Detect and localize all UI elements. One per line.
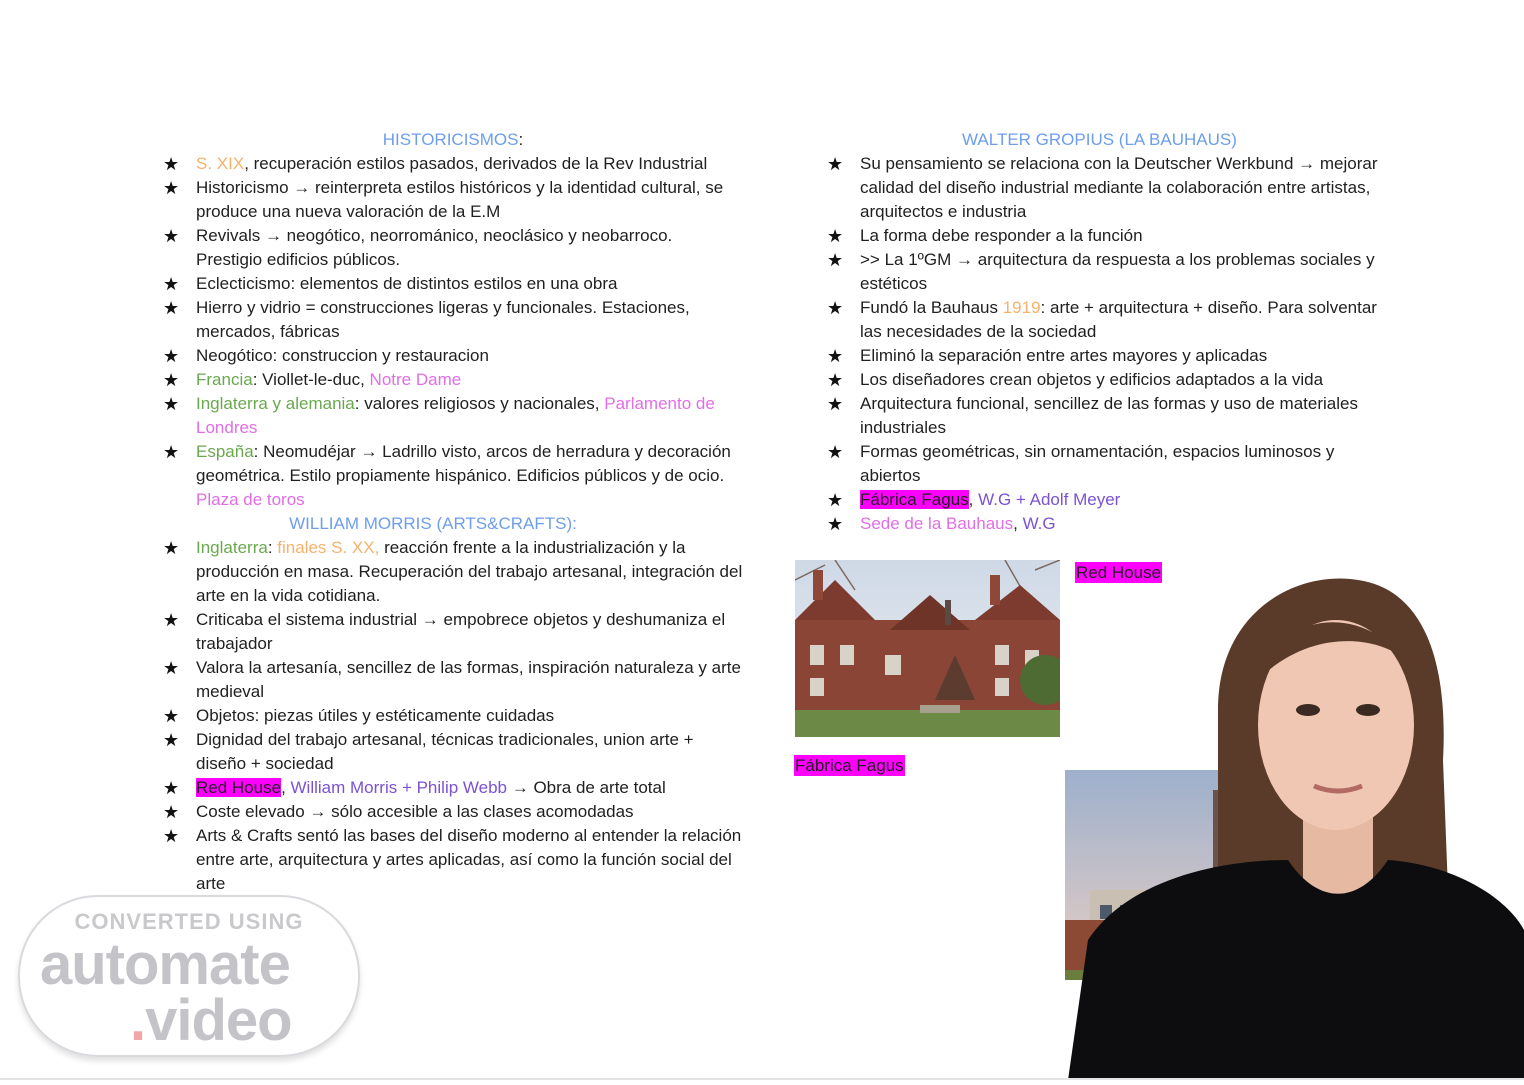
star-bullet-icon: ★ xyxy=(827,394,844,414)
item-text: >> La 1ºGM → arquitectura da respuesta a los problemas sociales y estéticos xyxy=(860,250,1375,293)
arts-crafts-item xyxy=(163,656,743,704)
automate-video-watermark xyxy=(18,895,360,1057)
arts-crafts-item xyxy=(163,824,743,896)
item-text: Los diseñadores crean objetos y edificios adaptados a la vida xyxy=(860,370,1324,389)
item-text: : Viollet-le-duc, xyxy=(252,370,370,389)
historicismos-item xyxy=(163,272,743,296)
star-bullet-icon: ★ xyxy=(827,442,844,462)
item-text: : arte + arquitectura + diseño. Para solventar las necesidades de la sociedad xyxy=(860,298,1377,341)
star-bullet-icon: ★ xyxy=(163,658,180,678)
highlighted-term: Red House xyxy=(196,778,282,797)
item-text: , xyxy=(281,778,291,797)
item-text: Fundó la Bauhaus xyxy=(860,298,1003,317)
item-text: : Neomudéjar → Ladrillo visto, arcos de herradura y decoración geométrica. Estilo propiamente hispánico. Edificios públicos y de ocio. xyxy=(196,442,731,485)
item-text: Arquitectura funcional, sencillez de las formas y uso de materiales industriales xyxy=(860,394,1358,437)
item-text: Formas geométricas, sin ornamentación, espacios luminosos y abiertos xyxy=(860,442,1335,485)
item-text: : valores religiosos y nacionales, xyxy=(354,394,605,413)
historicismos-heading xyxy=(163,128,743,152)
item-text: Hierro y vidrio = construcciones ligeras y funcionales. Estaciones, mercados, fábricas xyxy=(196,298,690,341)
bauhaus-item xyxy=(827,368,1387,392)
colored-term: Plaza de toros xyxy=(196,490,305,509)
colored-term: William Morris + Philip Webb xyxy=(290,778,507,797)
star-bullet-icon: ★ xyxy=(827,250,844,270)
star-bullet-icon: ★ xyxy=(163,730,180,750)
fabrica-fagus-caption: Fábrica Fagus xyxy=(795,756,904,775)
colored-term: finales S. XX, xyxy=(277,538,380,557)
historicismos-item xyxy=(163,368,743,392)
right-column xyxy=(827,128,1387,536)
arts-crafts-item xyxy=(163,608,743,656)
item-text: Revivals → neogótico, neorrománico, neoclásico y neobarroco. Prestigio edificios públicos. xyxy=(196,226,673,269)
item-text: Coste elevado → sólo accesible a las clases acomodadas xyxy=(196,802,634,821)
watermark-brand-text: automate xyxy=(40,932,290,997)
colored-term: Inglaterra y alemania xyxy=(196,394,355,413)
historicismos-item xyxy=(163,224,743,272)
red-house-photo xyxy=(795,560,1060,737)
heading-text: HISTORICISMOS xyxy=(382,130,519,149)
historicismos-item xyxy=(163,392,743,440)
historicismos-item xyxy=(163,176,743,224)
star-bullet-icon: ★ xyxy=(163,442,180,462)
item-text: Su pensamiento se relaciona con la Deutscher Werkbund → mejorar calidad del diseño industrial mediante la colaboración entre artistas, arquitectos e industria xyxy=(860,154,1378,221)
colored-term: Parlamento de Londres xyxy=(196,394,715,437)
bauhaus-item xyxy=(827,224,1387,248)
watermark-top-text: CONVERTED USING xyxy=(74,909,304,934)
item-text: , recuperación estilos pasados, derivados de la Rev Industrial xyxy=(244,154,708,173)
item-text: Eclecticismo: elementos de distintos estilos en una obra xyxy=(196,274,618,293)
arts-crafts-item xyxy=(163,800,743,824)
star-bullet-icon: ★ xyxy=(827,490,844,510)
historicismos-item xyxy=(163,152,743,176)
left-column xyxy=(163,128,743,896)
item-text: → Obra de arte total xyxy=(507,778,666,797)
presenter-avatar xyxy=(1068,560,1524,1080)
star-bullet-icon: ★ xyxy=(827,346,844,366)
star-bullet-icon: ★ xyxy=(163,298,180,318)
colored-term: S. XIX xyxy=(196,154,245,173)
watermark-dot: . xyxy=(130,988,146,1053)
bauhaus-item xyxy=(827,392,1387,440)
star-bullet-icon: ★ xyxy=(827,514,844,534)
star-bullet-icon: ★ xyxy=(163,538,180,558)
bauhaus-item xyxy=(827,512,1387,536)
item-text: Neogótico: construccion y restauracion xyxy=(196,346,489,365)
bauhaus-item xyxy=(827,152,1387,224)
item-text: La forma debe responder a la función xyxy=(860,226,1143,245)
bauhaus-item xyxy=(827,344,1387,368)
star-bullet-icon: ★ xyxy=(163,394,180,414)
star-bullet-icon: ★ xyxy=(827,226,844,246)
arts-crafts-item xyxy=(163,728,743,776)
item-text: : xyxy=(267,538,278,557)
item-text: Valora la artesanía, sencillez de las formas, inspiración naturaleza y arte medieval xyxy=(196,658,741,701)
heading-colon: : xyxy=(518,130,524,149)
colored-term: W.G xyxy=(1022,514,1056,533)
arts-crafts-item xyxy=(163,536,743,608)
item-text: Criticaba el sistema industrial → empobrece objetos y deshumaniza el trabajador xyxy=(196,610,726,653)
colored-term: España xyxy=(196,442,254,461)
star-bullet-icon: ★ xyxy=(163,154,180,174)
star-bullet-icon: ★ xyxy=(163,274,180,294)
star-bullet-icon: ★ xyxy=(163,370,180,390)
historicismos-item xyxy=(163,440,743,512)
item-text: Historicismo → reinterpreta estilos históricos y la identidad cultural, se produce una nueva valoración de la E.M xyxy=(196,178,724,221)
arts-crafts-list xyxy=(163,536,743,896)
arts-crafts-item xyxy=(163,704,743,728)
watermark-suffix xyxy=(130,987,292,1054)
star-bullet-icon: ★ xyxy=(827,370,844,390)
historicismos-item xyxy=(163,344,743,368)
arts-crafts-item xyxy=(163,776,743,800)
star-bullet-icon: ★ xyxy=(163,706,180,726)
star-bullet-icon: ★ xyxy=(163,778,180,798)
item-text: Dignidad del trabajo artesanal, técnicas tradicionales, union arte + diseño + sociedad xyxy=(196,730,694,773)
highlighted-term: Fábrica Fagus xyxy=(860,490,969,509)
star-bullet-icon: ★ xyxy=(163,826,180,846)
colored-term: Sede de la Bauhaus xyxy=(860,514,1014,533)
star-bullet-icon: ★ xyxy=(163,802,180,822)
star-bullet-icon: ★ xyxy=(827,154,844,174)
star-bullet-icon: ★ xyxy=(163,226,180,246)
historicismos-list xyxy=(163,152,743,512)
bauhaus-item xyxy=(827,488,1387,512)
bauhaus-list xyxy=(827,152,1387,536)
star-bullet-icon: ★ xyxy=(163,610,180,630)
colored-term: Inglaterra xyxy=(196,538,268,557)
watermark-suffix-text: video xyxy=(145,988,292,1053)
walter-gropius-heading: WALTER GROPIUS (LA BAUHAUS) xyxy=(962,130,1237,149)
item-text: Objetos: piezas útiles y estéticamente cuidadas xyxy=(196,706,555,725)
colored-term: 1919 xyxy=(1002,298,1041,317)
bauhaus-item xyxy=(827,296,1387,344)
red-house-caption: Red House xyxy=(1076,563,1162,582)
item-text: , xyxy=(968,490,979,509)
bauhaus-item xyxy=(827,440,1387,488)
william-morris-heading: WILLIAM MORRIS (ARTS&CRAFTS): xyxy=(289,514,577,533)
bauhaus-item xyxy=(827,248,1387,296)
colored-term: W.G + Adolf Meyer xyxy=(978,490,1121,509)
item-text: reacción frente a la industrialización y la producción en masa. Recuperación del trabajo artesanal, integración del arte en la vida cotidiana. xyxy=(196,538,743,605)
colored-term: Notre Dame xyxy=(369,370,462,389)
colored-term: Francia xyxy=(196,370,253,389)
item-text: , xyxy=(1013,514,1023,533)
item-text: Arts & Crafts sentó las bases del diseño moderno al entender la relación entre arte, arquitectura y artes aplicadas, así como la función social del arte xyxy=(196,826,742,893)
star-bullet-icon: ★ xyxy=(163,178,180,198)
item-text: Eliminó la separación entre artes mayores y aplicadas xyxy=(860,346,1268,365)
star-bullet-icon: ★ xyxy=(827,298,844,318)
star-bullet-icon: ★ xyxy=(163,346,180,366)
historicismos-item xyxy=(163,296,743,344)
